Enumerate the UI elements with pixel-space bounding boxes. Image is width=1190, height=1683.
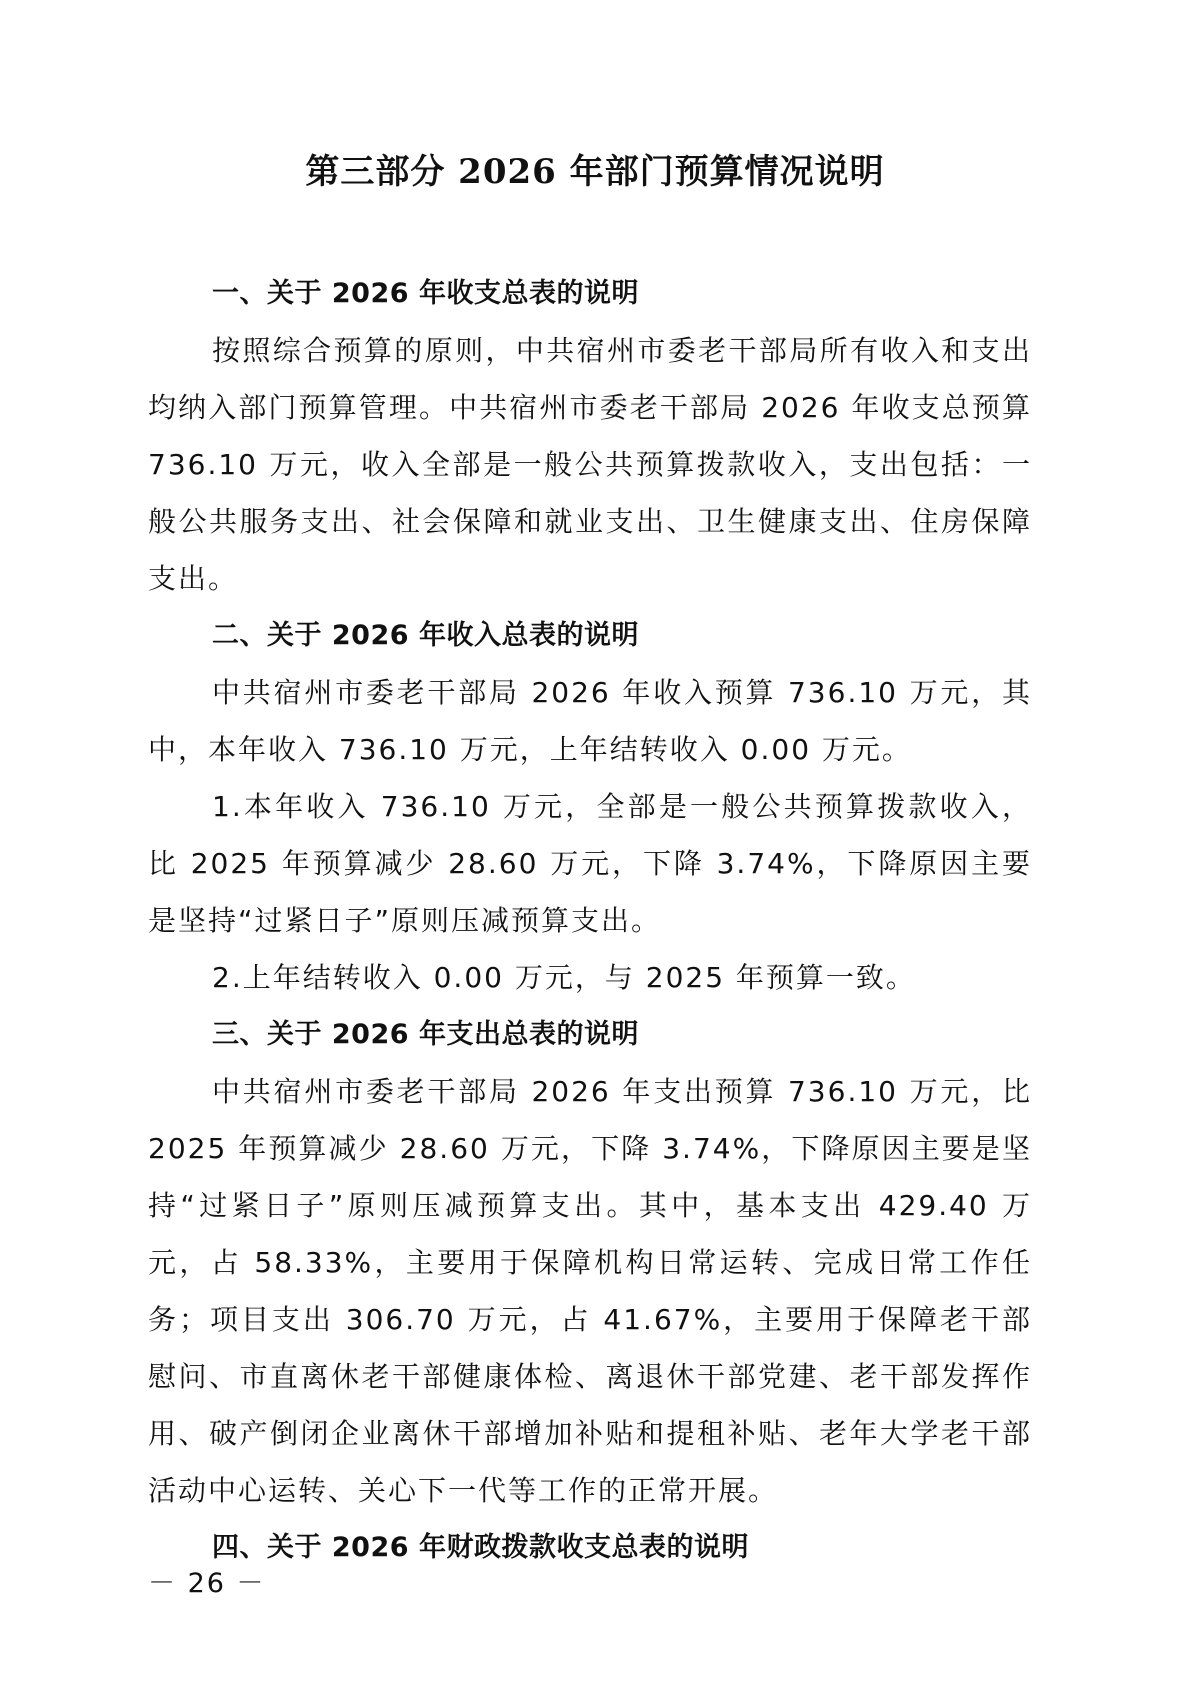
page-title: 第三部分 2026 年部门预算情况说明 xyxy=(305,152,885,192)
paragraph-current-year-income: 1.本年收入 736.10 万元，全部是一般公共预算拨款收入，比 2025 年预算减少 28.60 万元，下降 3.74%，下降原因主要是坚持“过紧日子”原则压减预算支出。 xyxy=(148,790,1032,937)
section-heading-income-expense-summary: 一、关于 2026 年收支总表的说明 xyxy=(212,278,639,309)
section-heading-fiscal-appropriation-summary: 四、关于 2026 年财政拨款收支总表的说明 xyxy=(212,1532,749,1563)
section-heading-income-summary: 二、关于 2026 年收入总表的说明 xyxy=(212,620,639,651)
paragraph-prior-year-carryover: 2.上年结转收入 0.00 万元，与 2025 年预算一致。 xyxy=(212,961,916,994)
document-body xyxy=(148,265,1032,1576)
page-number: － 26 － xyxy=(148,1568,266,1599)
paragraph-expense-summary: 中共宿州市委老干部局 2026 年支出预算 736.10 万元，比 2025 年预算减少 28.60 万元，下降 3.74%，下降原因主要是坚持“过紧日子”原则压减预算支出。其中，基本支出 429.40 万元，占 58.33%，主要用于保障机构日常运转、完成日常工作任务；项目支出 306.70 万元，占 41.67%，主要用于保障老干部慰问、市直离休老干部健康体检、离退休干部党建、老干部发挥作用、破产倒闭企业离休干部增加补贴和提租补贴、老年大学老干部活动中心运转、关心下一代等工作的正常开展。 xyxy=(148,1075,1032,1507)
section-heading-expense-summary: 三、关于 2026 年支出总表的说明 xyxy=(212,1019,639,1050)
paragraph-income-summary: 中共宿州市委老干部局 2026 年收入预算 736.10 万元，其中，本年收入 736.10 万元，上年结转收入 0.00 万元。 xyxy=(148,676,1032,766)
paragraph-income-expense-summary: 按照综合预算的原则，中共宿州市委老干部局所有收入和支出均纳入部门预算管理。中共宿州市委老干部局 2026 年收支总预算 736.10 万元，收入全部是一般公共预算拨款收入，支出包括：一般公共服务支出、社会保障和就业支出、卫生健康支出、住房保障支出。 xyxy=(148,334,1032,595)
